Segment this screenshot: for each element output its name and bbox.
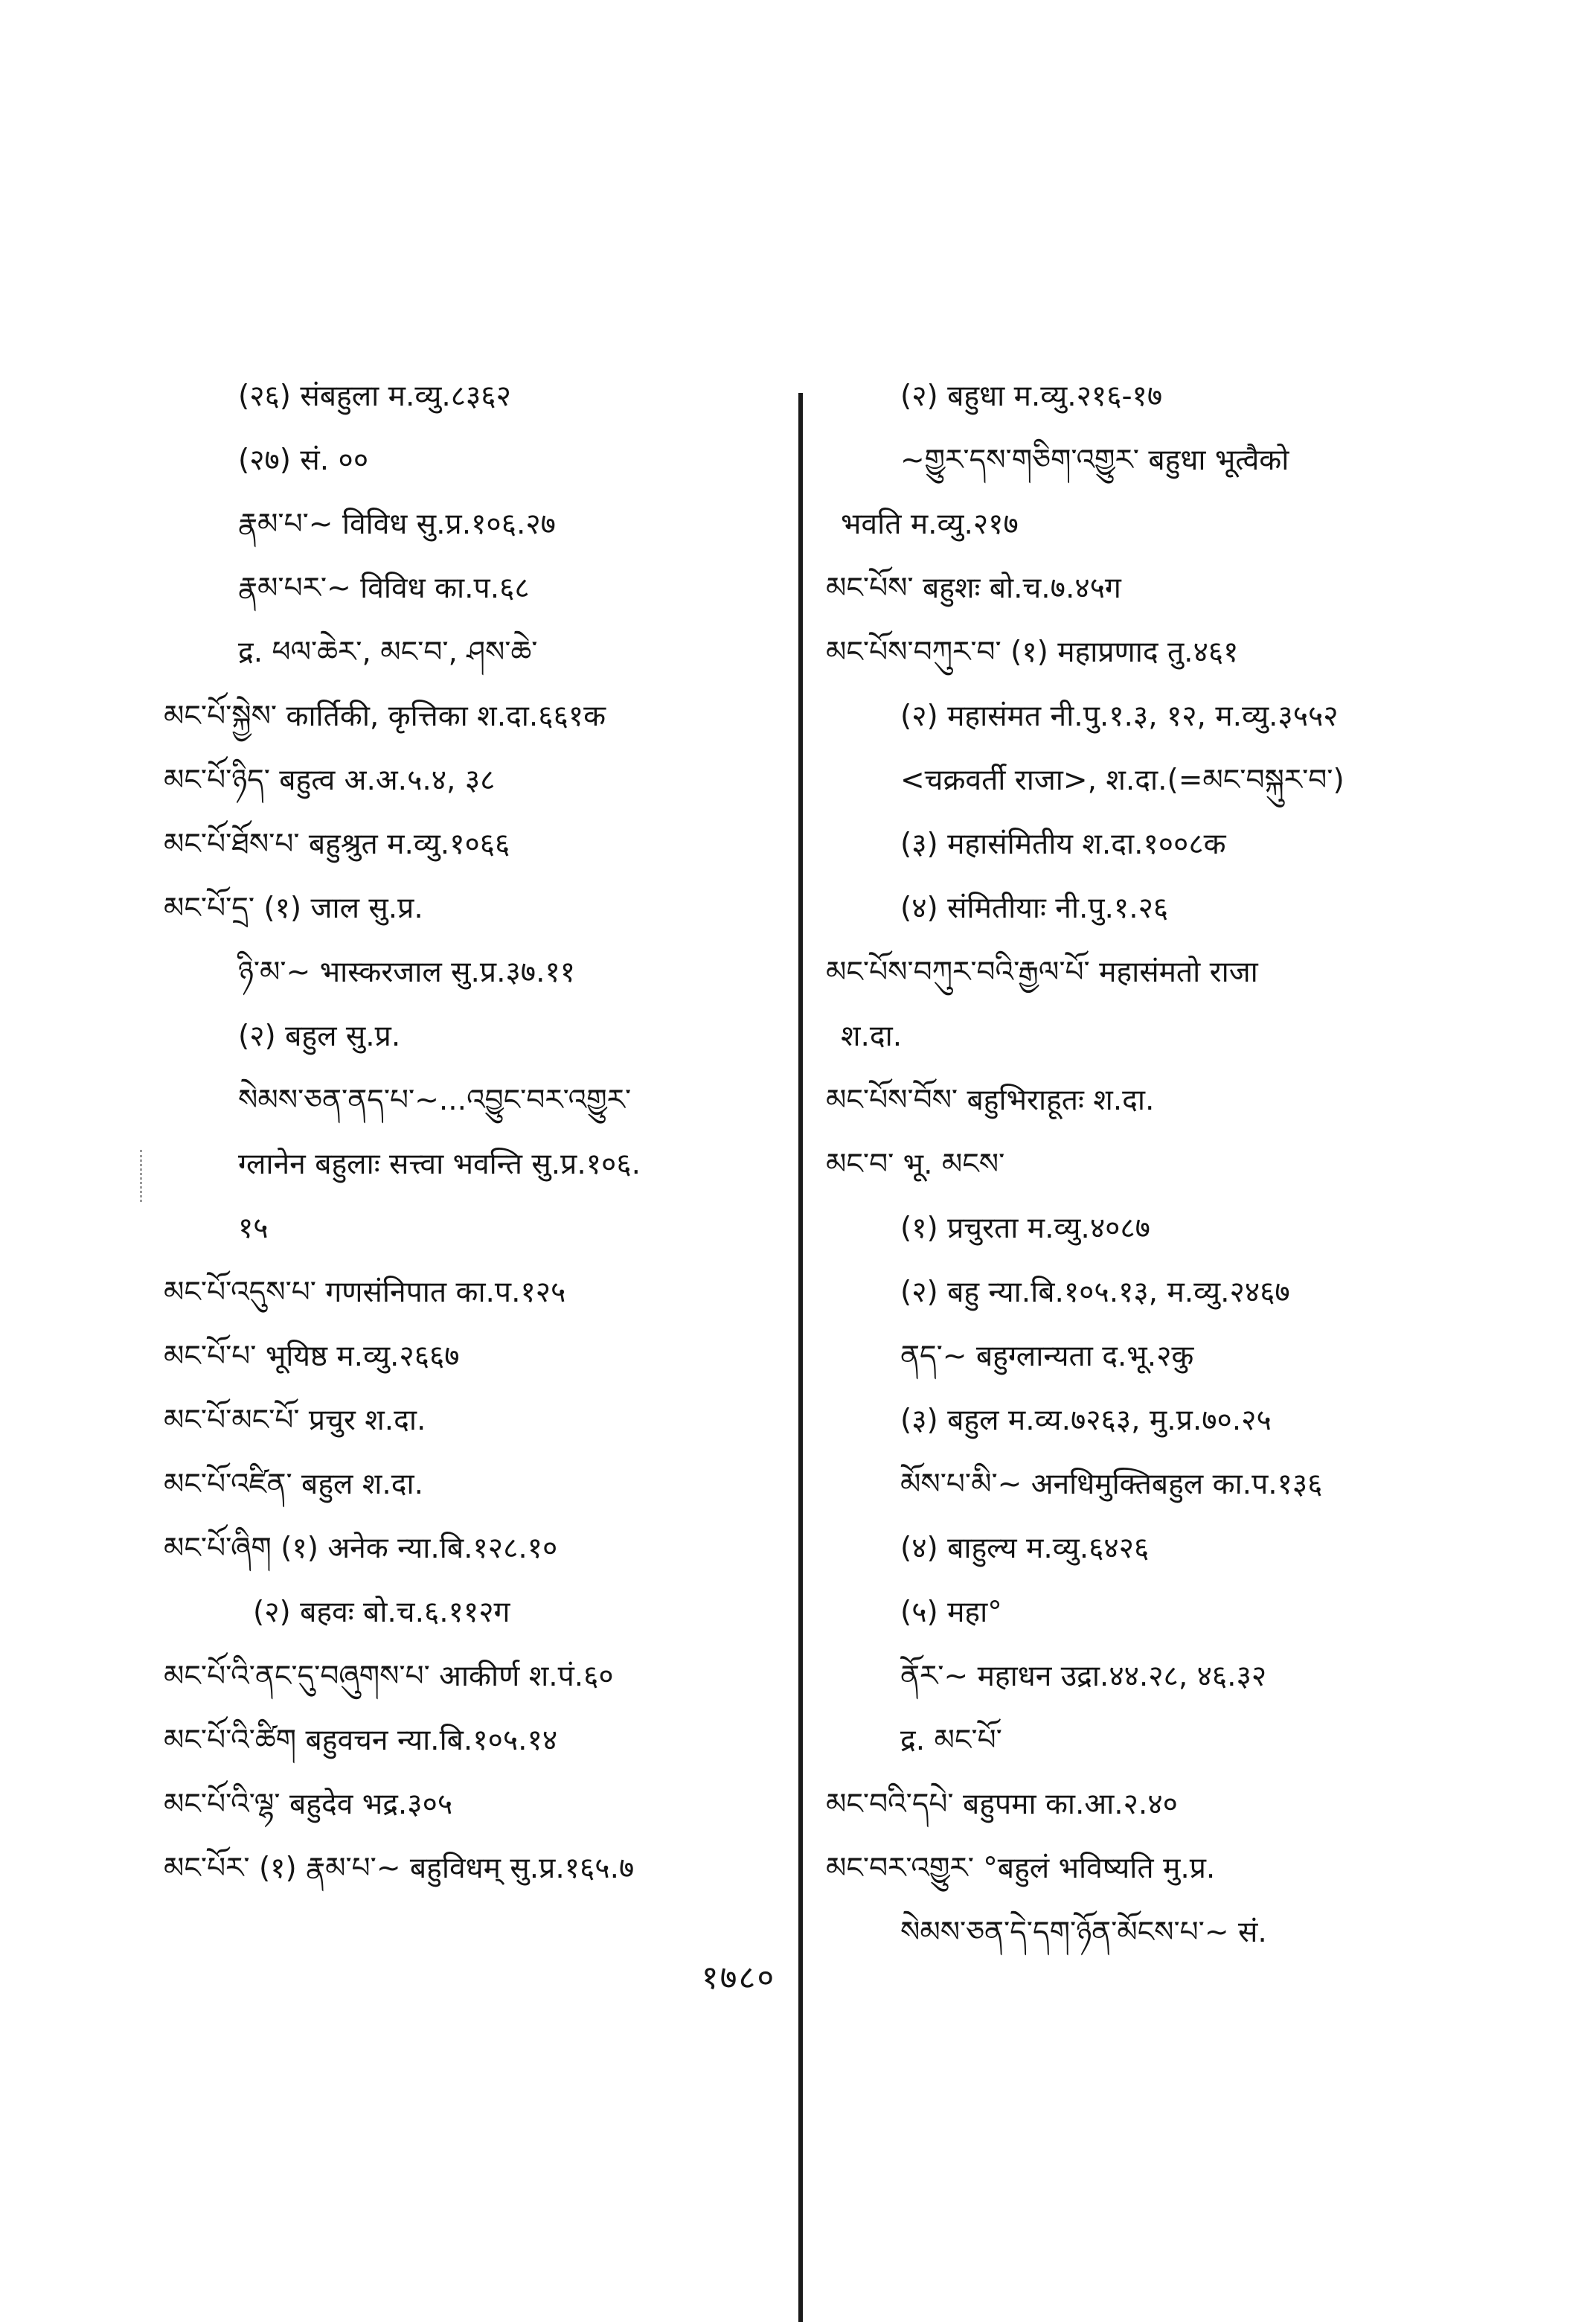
dictionary-line: (३) बहुल म.व्य.७२६३, मु.प्र.७०.२५ [900,1404,1272,1437]
dictionary-line: མང་པོ་འི་ཚིག बहुवचन न्या.बि.१०५.१४ [164,1724,558,1757]
dictionary-line: (५) महा° [900,1596,1002,1629]
column-divider [798,393,803,2322]
page-number-block [0,1954,1596,1998]
dictionary-line: (४) बाहुल्य म.व्यु.६४२६ [900,1532,1150,1565]
page-number: १७८० [701,1959,776,1997]
dictionary-line: མང་བར་འགྱུར་ °बहुलं भविष्यति मु.प्र. [826,1852,1216,1885]
dictionary-line: द्र. མང་པོ་ [900,1724,1002,1757]
left-column [164,365,774,1901]
dictionary-line: སེམས་ཅན་དེ་དག་ཉོན་མོངས་པ་~ सं. [900,1916,1267,1949]
dictionary-line: མང་པོ་འདུས་པ་ गणसंनिपात का.प.१२५ [164,1276,566,1309]
dictionary-line: ग्लानेन बहुलाः सत्त्वा भवन्ति सु.प्र.१०६. [238,1148,641,1181]
dictionary-line: མང་པོས་བཀུར་བ་ (१) महाप्रणाद तु.४६१ [826,636,1239,669]
dictionary-line: (३) महासंमितीय श.दा.१००८क [900,828,1226,861]
dictionary-line: མང་པོར་ (१) རྣམ་པ་~ बहुविधम् सु.प्र.१६५.७ [164,1852,635,1885]
dictionary-line: མང་པོ་དྲ་ (१) जाल सु.प्र. [164,892,423,925]
dictionary-line: མང་པོ་འཛིན་ बहुल श.दा. [164,1468,423,1501]
dictionary-line: མང་པོ་འི་ལྷ་ बहुदेव भद्र.३०५ [164,1788,453,1821]
dictionary-line: १५ [238,1212,269,1245]
dictionary-line: (२७) सं. ०० [238,444,369,477]
dictionary-line: (२) महासंमत नी.पु.१.३, १२, म.व्यु.३५५२ [900,700,1339,733]
dictionary-line: (२) बहुधा म.व्यु.२१६-१७ [900,380,1163,413]
right-column [826,365,1481,1965]
dictionary-line: (२६) संबहुला म.व्यु.८३६२ [238,380,511,413]
dictionary-line: མང་པོ་མང་པོ་ प्रचुर श.दा. [164,1404,426,1437]
dictionary-line: མོས་པ་མི་~ अनधिमुक्तिबहुल का.प.१३६ [900,1468,1323,1501]
dictionary-line: མང་བ་ भू. མངས་ [826,1148,1005,1181]
dictionary-line: <चक्रवर्ती राजा>, श.दा.(=མང་བསྐུར་བ་) [900,764,1345,797]
dictionary-line: མང་པོས་བོས་ बहुभिराहूतः श.दा. [826,1084,1155,1117]
dictionary-line: श.दा. [841,1020,903,1053]
dictionary-line: མང་པོ་ཐོས་པ་ बहुश्रुत म.व्यु.१०६६ [164,828,510,861]
dictionary-line: (२) बहु न्या.बि.१०५.१३, म.व्यु.२४६७ [900,1276,1290,1309]
dictionary-line: མང་པོ་སྐྱེས་ कार्तिकी, कृत्तिका श.दा.६६१क [164,700,606,733]
dictionary-line: མང་བའི་དཔེ་ बहुपमा का.आ.२.४० [826,1788,1178,1821]
dictionary-line: (२) बहवः बो.च.६.११२ग [253,1596,510,1629]
dictionary-line: རྣམ་པ་~ विविध सु.प्र.१०६.२७ [238,508,556,541]
dictionary-line: མང་པོས་ बहुशः बो.च.७.४५ग [826,572,1121,605]
dictionary-line: भवति म.व्यु.२१७ [841,508,1019,541]
dictionary-line: (२) बहुल सु.प्र. [238,1020,401,1053]
dictionary-line: ~གྱུར་དས་གཅིག་འགྱུར་ बहुधा भूत्वैको [900,444,1289,477]
margin-tick-marks [140,1150,161,1202]
dictionary-line: द्र. ཕལ་ཆེར་, མང་བ་, ཤས་ཆེ་ [238,636,538,669]
dictionary-line: (४) संमितीयाः नी.पु.१.२६ [900,892,1169,925]
dictionary-line: མང་པོས་བཀུར་བའི་རྒྱལ་པོ་ महासंमतो राजा [826,956,1258,989]
dictionary-line: མང་པོ་ཉིད་ बहुत्व अ.अ.५.४, ३८ [164,764,496,797]
dictionary-line: མང་པོ་འི་ནང་དུ་བཞུགས་པ་ आकीर्ण श.पं.६० [164,1660,614,1693]
dictionary-line: མང་པོ་ཞིག (१) अनेक न्या.बि.१२८.१० [164,1532,558,1565]
dictionary-line: རྣམ་པར་~ विविध का.प.६८ [238,572,530,605]
dictionary-line: མང་པོ་པ་ भूयिष्ठ म.व्यु.२६६७ [164,1340,460,1373]
dictionary-line: ནོར་~ महाधन उद्रा.४४.२८, ४६.३२ [900,1660,1267,1693]
dictionary-line: ཉི་མ་~ भास्करजाल सु.प्र.३७.११ [238,956,576,989]
dictionary-line: སེམས་ཅན་ནད་པ་~...འབྱུང་བར་འགྱུར་ [238,1084,632,1117]
dictionary-line: (१) प्रचुरता म.व्यु.४०८७ [900,1212,1150,1245]
dictionary-line: ནད་~ बहुग्लान्यता द.भू.२कु [900,1340,1194,1373]
